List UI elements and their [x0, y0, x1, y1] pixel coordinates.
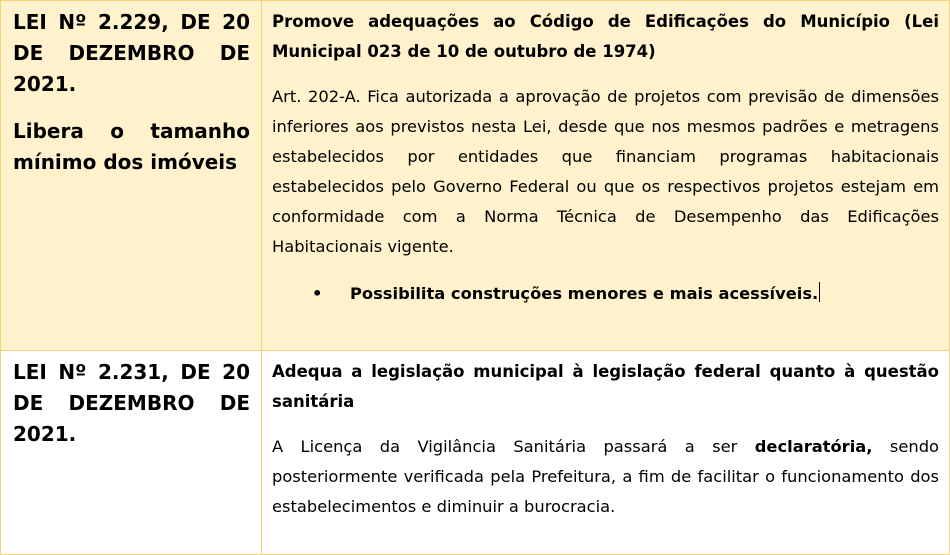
list-item	[312, 279, 939, 309]
law-article-text: Art. 202-A. Fica autorizada a aprovação de projetos com previsão de dimensões inferiores aos previstos nesta Lei, desde que nos mesmos padrões e metragens estabelecidos por entidades que financiam programas habitacionais estabelecidos pelo Governo Federal ou que os respectivos projetos estejam em conformidade com a Norma Técnica de Desempenho das Edificações Habitacionais vigente.	[272, 87, 939, 256]
law-summary: Adequa a legislação municipal à legislação federal quanto à questão sanitária	[272, 362, 939, 411]
table-row	[1, 351, 950, 555]
body-text-end: sendo posteriormente verificada pela Prefeitura, a fim de facilitar o funcionamento dos estabelecimentos e diminuir a burocracia.	[272, 437, 939, 516]
text-cursor	[819, 282, 820, 302]
bullet-text: Possibilita construções menores e mais acessíveis.	[350, 284, 819, 303]
body-text-emphasis: declaratória,	[754, 437, 873, 456]
law-body-text	[272, 432, 939, 522]
law-cell	[1, 1, 262, 351]
law-title: LEI Nº 2.229, DE 20 DE DEZEMBRO DE 2021.	[13, 10, 250, 96]
law-description-cell	[262, 1, 950, 351]
bullet-icon: •	[312, 284, 323, 303]
law-cell	[1, 351, 262, 555]
law-summary: Promove adequações ao Código de Edificações do Município (Lei Municipal 023 de 10 de outubro de 1974)	[272, 12, 939, 61]
bullet-list	[272, 279, 939, 309]
table-row	[1, 1, 950, 351]
body-text-start: A Licença da Vigilância Sanitária passará a ser	[272, 437, 755, 456]
law-title: LEI Nº 2.231, DE 20 DE DEZEMBRO DE 2021.	[13, 360, 250, 446]
law-description-cell	[262, 351, 950, 555]
law-subtitle: Libera o tamanho mínimo dos imóveis	[13, 119, 250, 174]
